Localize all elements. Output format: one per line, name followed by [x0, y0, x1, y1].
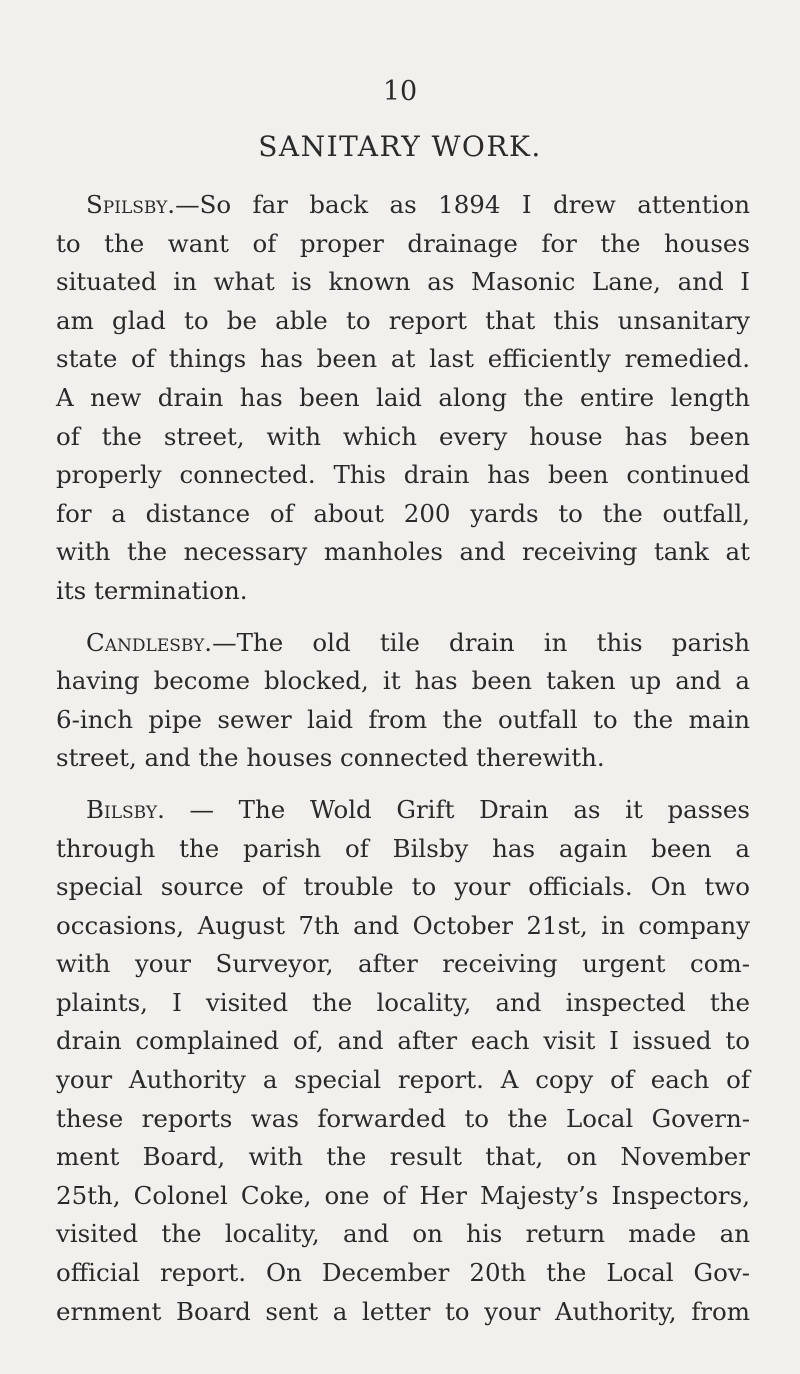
text-line	[56, 624, 750, 663]
text-line: am glad to be able to report that this unsanitary	[56, 305, 750, 335]
text-line-content: —The old tile drain in this parish	[212, 627, 750, 657]
body-text	[56, 186, 750, 1344]
text-line: these reports was forwarded to the Local Govern-	[56, 1103, 750, 1133]
text-line: to the want of proper drainage for the houses	[56, 228, 750, 258]
text-line-content: — The Wold Grift Drain as it passes	[164, 794, 750, 824]
text-line: occasions, August 7th and October 21st, in company	[56, 910, 750, 940]
section-heading: SANITARY WORK.	[258, 130, 542, 163]
text-line: state of things has been at last efficiently remedied.	[56, 344, 750, 374]
text-line: official report. On December 20th the Local Gov-	[56, 1258, 750, 1288]
text-line	[56, 186, 750, 225]
text-line: visited the locality, and on his return made an	[56, 1219, 750, 1249]
paragraph-candlesby	[56, 624, 750, 778]
text-line: of the street, with which every house has been	[56, 421, 750, 451]
text-line: situated in what is known as Masonic Lane, and I	[56, 267, 750, 297]
text-line: for a distance of about 200 yards to the outfall,	[56, 498, 750, 528]
text-line: special source of trouble to your officials. On two	[56, 872, 750, 902]
text-line: with your Surveyor, after receiving urgent com-	[56, 949, 750, 979]
text-line: through the parish of Bilsby has again been a	[56, 833, 750, 863]
text-line: street, and the houses connected therewith.	[56, 743, 605, 773]
text-line: ment Board, with the result that, on November	[56, 1142, 750, 1172]
text-line: its termination.	[56, 575, 248, 605]
text-line: 6-inch pipe sewer laid from the outfall to the main	[56, 704, 750, 734]
paragraph-bilsby	[56, 791, 750, 1331]
page-number: 10	[382, 76, 418, 107]
text-line	[56, 791, 750, 830]
text-line: 25th, Colonel Coke, one of Her Majesty’s Inspectors,	[56, 1180, 750, 1210]
place-name-bilsby: Bilsby.	[86, 794, 165, 824]
text-line-content: —So far back as 1894 I drew attention	[175, 190, 750, 219]
text-line: with the necessary manholes and receiving tank at	[56, 537, 750, 567]
paragraph-spilsby	[56, 186, 750, 611]
text-line: plaints, I visited the locality, and inspected the	[56, 987, 750, 1017]
text-line: your Authority a special report. A copy of each of	[56, 1065, 750, 1095]
text-line: drain complained of, and after each visit I issued to	[56, 1026, 750, 1056]
text-line: A new drain has been laid along the entire length	[56, 382, 750, 412]
text-line: ernment Board sent a letter to your Authority, from	[56, 1296, 750, 1326]
text-line: properly connected. This drain has been continued	[56, 460, 750, 490]
text-line: having become blocked, it has been taken up and a	[56, 666, 750, 696]
place-name-candlesby: Candlesby.	[86, 627, 213, 657]
place-name-spilsby: Spilsby.	[86, 190, 176, 219]
